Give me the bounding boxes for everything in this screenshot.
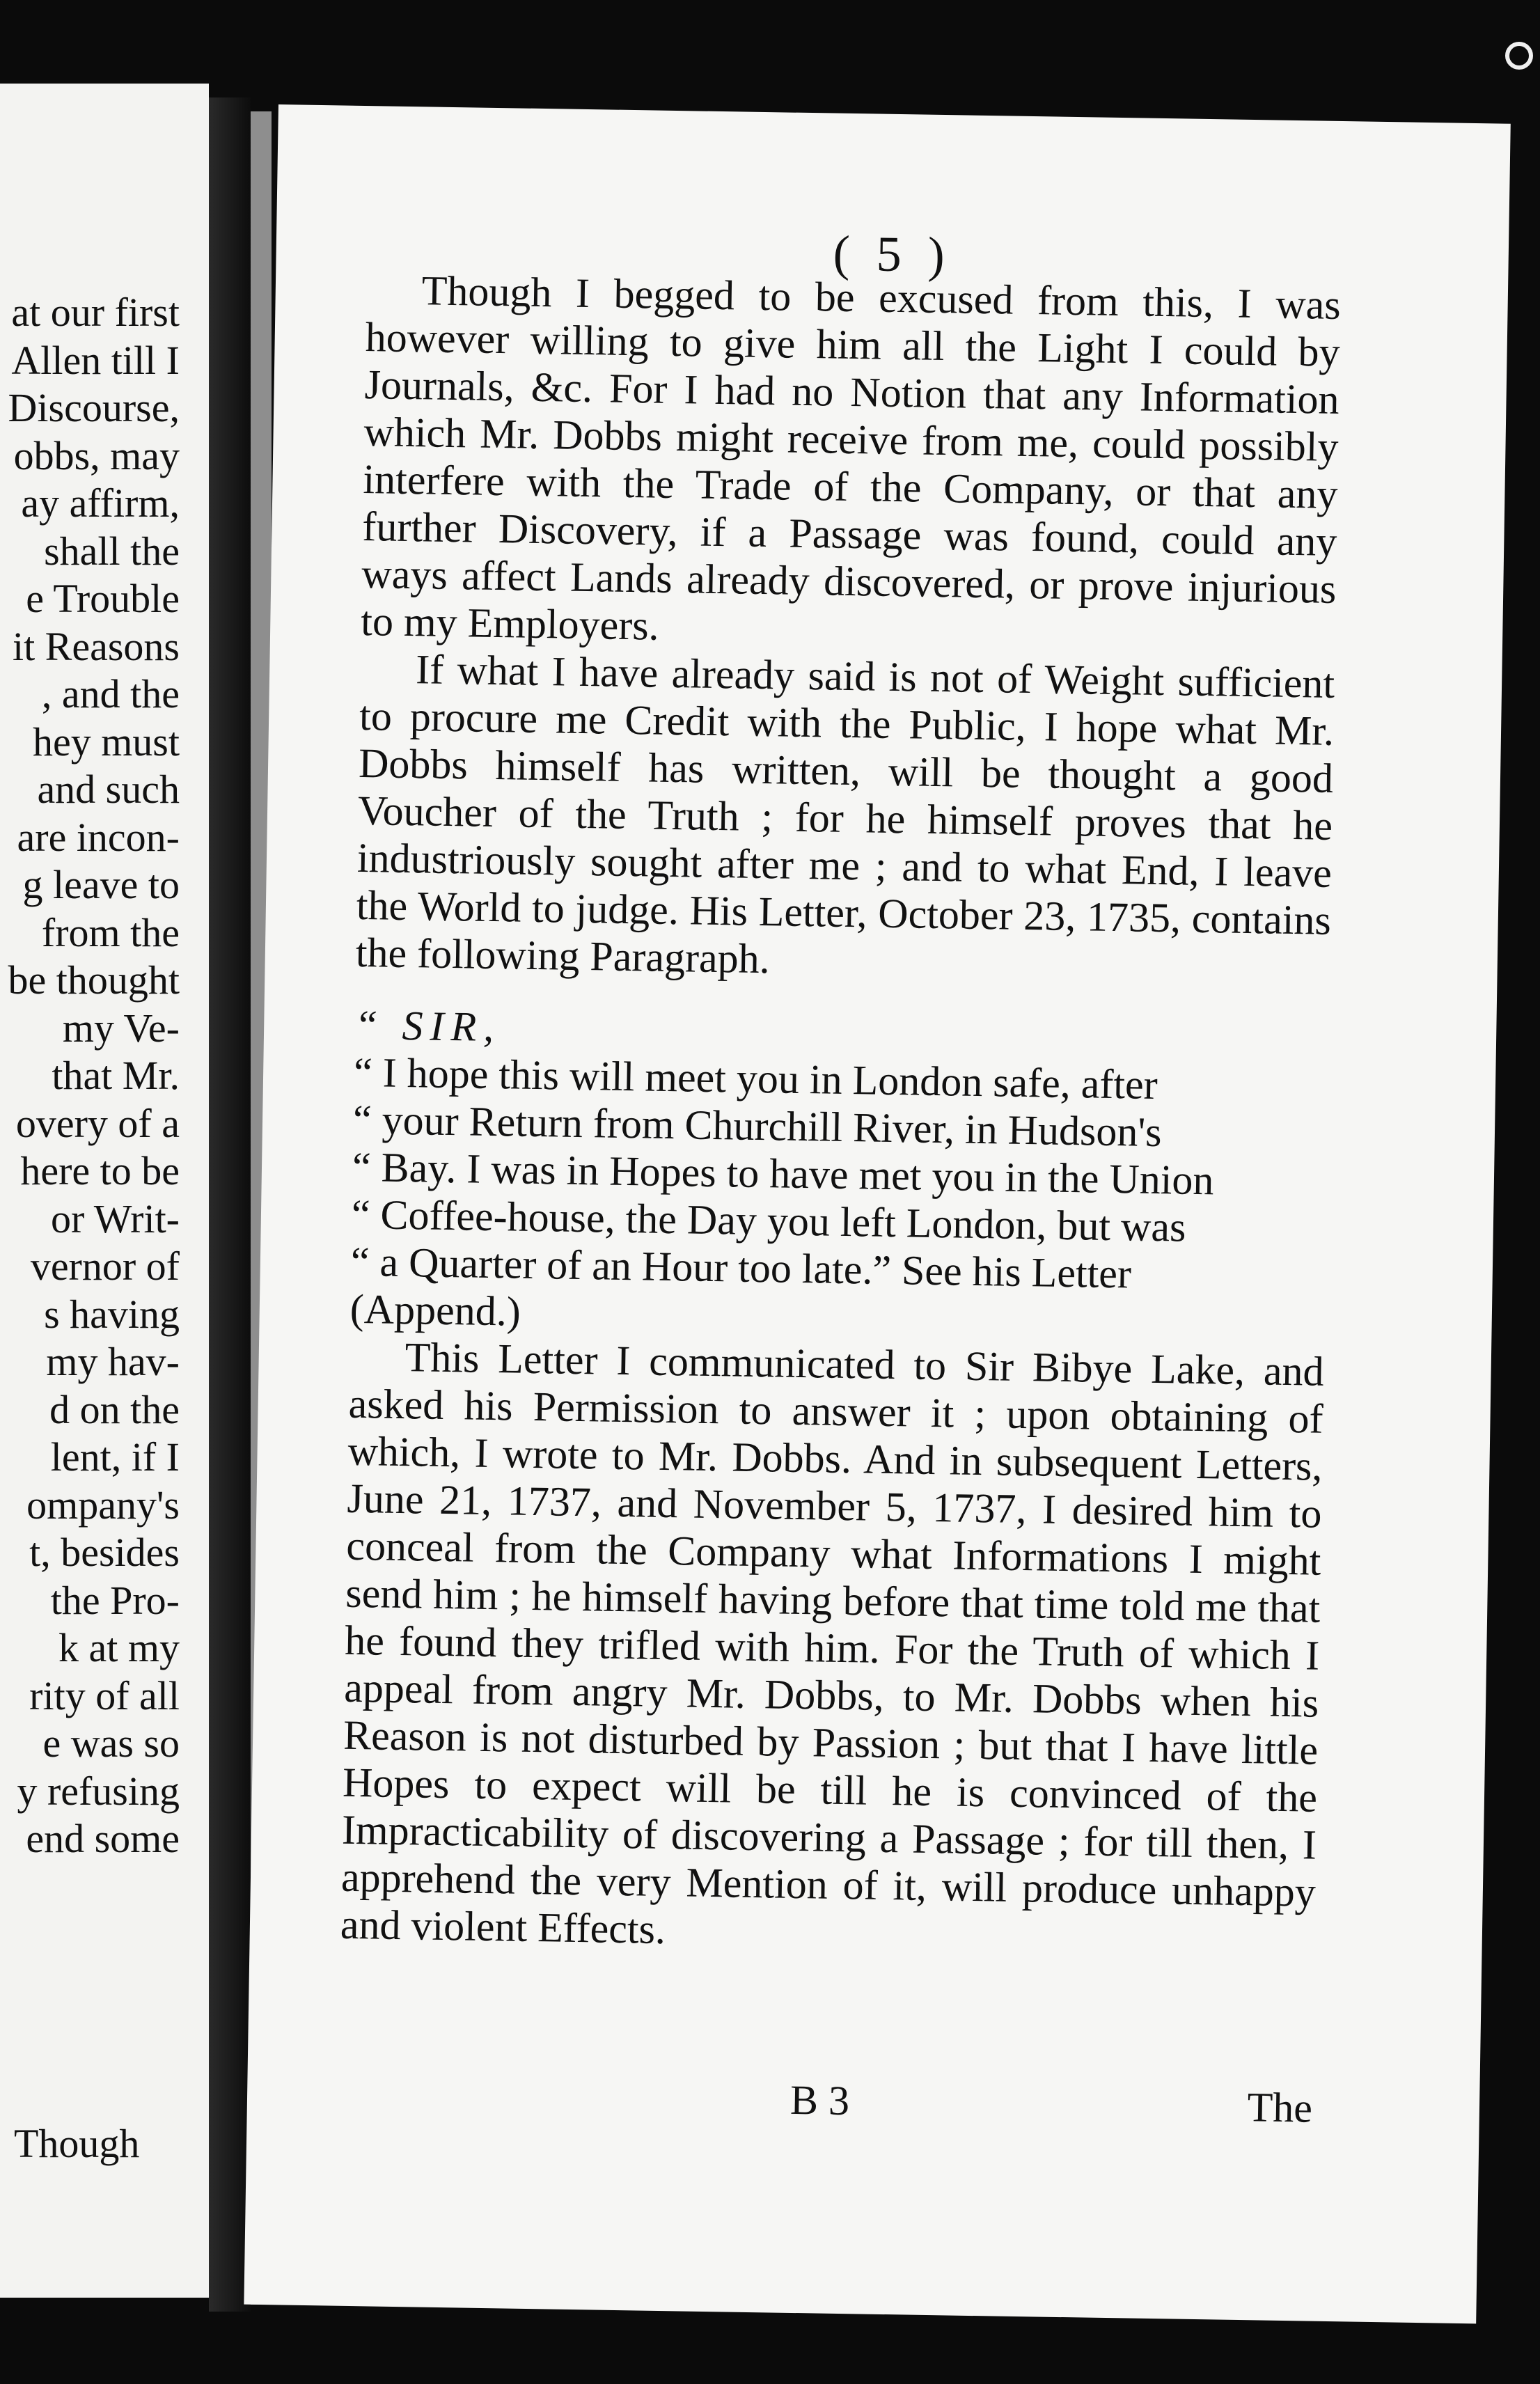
left-page-line: e was so [42,1720,180,1766]
body-text [340,266,1341,1963]
left-page-line: from the [41,909,180,955]
left-page-line: at our first [11,290,180,335]
left-page-line: that Mr. [52,1053,180,1098]
left-page-line: Discourse, [8,385,180,430]
catchword: The [1247,2084,1313,2131]
page-number: ( 5 ) [833,225,952,283]
left-page-line: obbs, may [13,432,180,478]
left-page-line: be thought [8,957,180,1003]
left-page-line: shall the [44,528,180,574]
corner-hole-mark [1505,42,1533,70]
left-page-line: g leave to [22,862,180,907]
left-page-line: my hav- [46,1339,180,1384]
append-reference: (Append.) [349,1285,521,1335]
left-page-line: ay affirm, [21,480,180,526]
left-page-line: s having [44,1291,180,1337]
left-page-line: , and the [41,671,180,716]
letter-body [350,1049,1328,1301]
left-page-line: rity of all [29,1672,180,1718]
left-page-line: k at my [58,1625,180,1670]
book-gutter [209,97,251,2312]
left-page-line: ompany's [26,1482,180,1528]
letter-line: “ Coffee-house, the Day you left London, but was [351,1191,1186,1250]
page-footer [338,2069,1313,2131]
quoted-letter [349,1001,1329,1348]
left-page-line: Though [14,2121,140,2166]
left-page-line: hey must [32,719,180,764]
left-page-fragment [0,84,209,2298]
letter-salutation: “ SIR, [354,1001,501,1051]
paragraph-3: This Letter I communicated to Sir Bibye Lake, and asked his Permission to answer it ; upon obtaining of which, I wrote to Mr. Dobbs. And in subsequent Letters, June 21, 1737, and November 5, 1737, I desired him to conceal from the Company what Informations I might send him ; he himself having before that time told me that he found they trifled with him. For the Truth of which I appeal from angry Mr. Dobbs, to Mr. Dobbs when his Reason is not disturbed by Passion ; but that I have little Hopes to expect will be till he is convinced of the Impracticability of discovering a Passage ; for till then, I apprehend the very Mention of it, will produce unhappy and violent Effects. [340,1334,1325,1953]
signature-mark: B 3 [789,2076,850,2124]
left-page-line: d on the [49,1386,180,1432]
left-page-line: and such [37,767,180,812]
left-page-line: t, besides [29,1530,180,1575]
left-page-line: are incon- [17,814,180,860]
paragraph-1: Though I begged to be excused from this, I was however willing to give him all the Light I could by Journals, &c. For I had no Notion that any Information which Mr. Dobbs might receive from me, could possibly interfere with the Trade of the Company, or that any further Discovery, if a Passage was found, could any ways affect Lands already discovered, or prove injurious to my Employers. [360,267,1342,649]
right-page [244,104,1510,2323]
left-page-line: end some [26,1816,180,1861]
left-page-line: or Writ- [50,1195,180,1241]
left-page-line: here to be [20,1148,180,1193]
letter-line: “ your Return from Churchill River, in Hudson's [352,1096,1163,1156]
left-page-line: vernor of [30,1244,180,1289]
left-page-line: lent, if I [50,1434,180,1480]
left-page-line: overy of a [15,1100,180,1146]
left-page-line: Allen till I [11,337,180,383]
letter-line: “ Bay. I was in Hopes to have met you in the Union [352,1143,1214,1204]
paragraph-2: If what I have already said is not of Weight sufficient to procure me Credit with the Public, I hope what Mr. Dobbs himself has written, will be thought a good Voucher of the Truth ; for he himself proves that he industriously sought after me ; and to what End, I leave the World to judge. His Letter, October 23, 1735, contains the following Paragraph. [355,646,1335,982]
left-page-line: my Ve- [62,1005,180,1051]
left-page-line: e Trouble [26,576,180,621]
left-page-line: the Pro- [50,1577,180,1623]
left-page-line: y refusing [17,1768,180,1814]
left-page-line: it Reasons [12,623,180,669]
letter-line: “ I hope this will meet you in London safe, after [353,1049,1158,1108]
letter-line: “ a Quarter of an Hour too late.” See his Letter [350,1238,1132,1297]
